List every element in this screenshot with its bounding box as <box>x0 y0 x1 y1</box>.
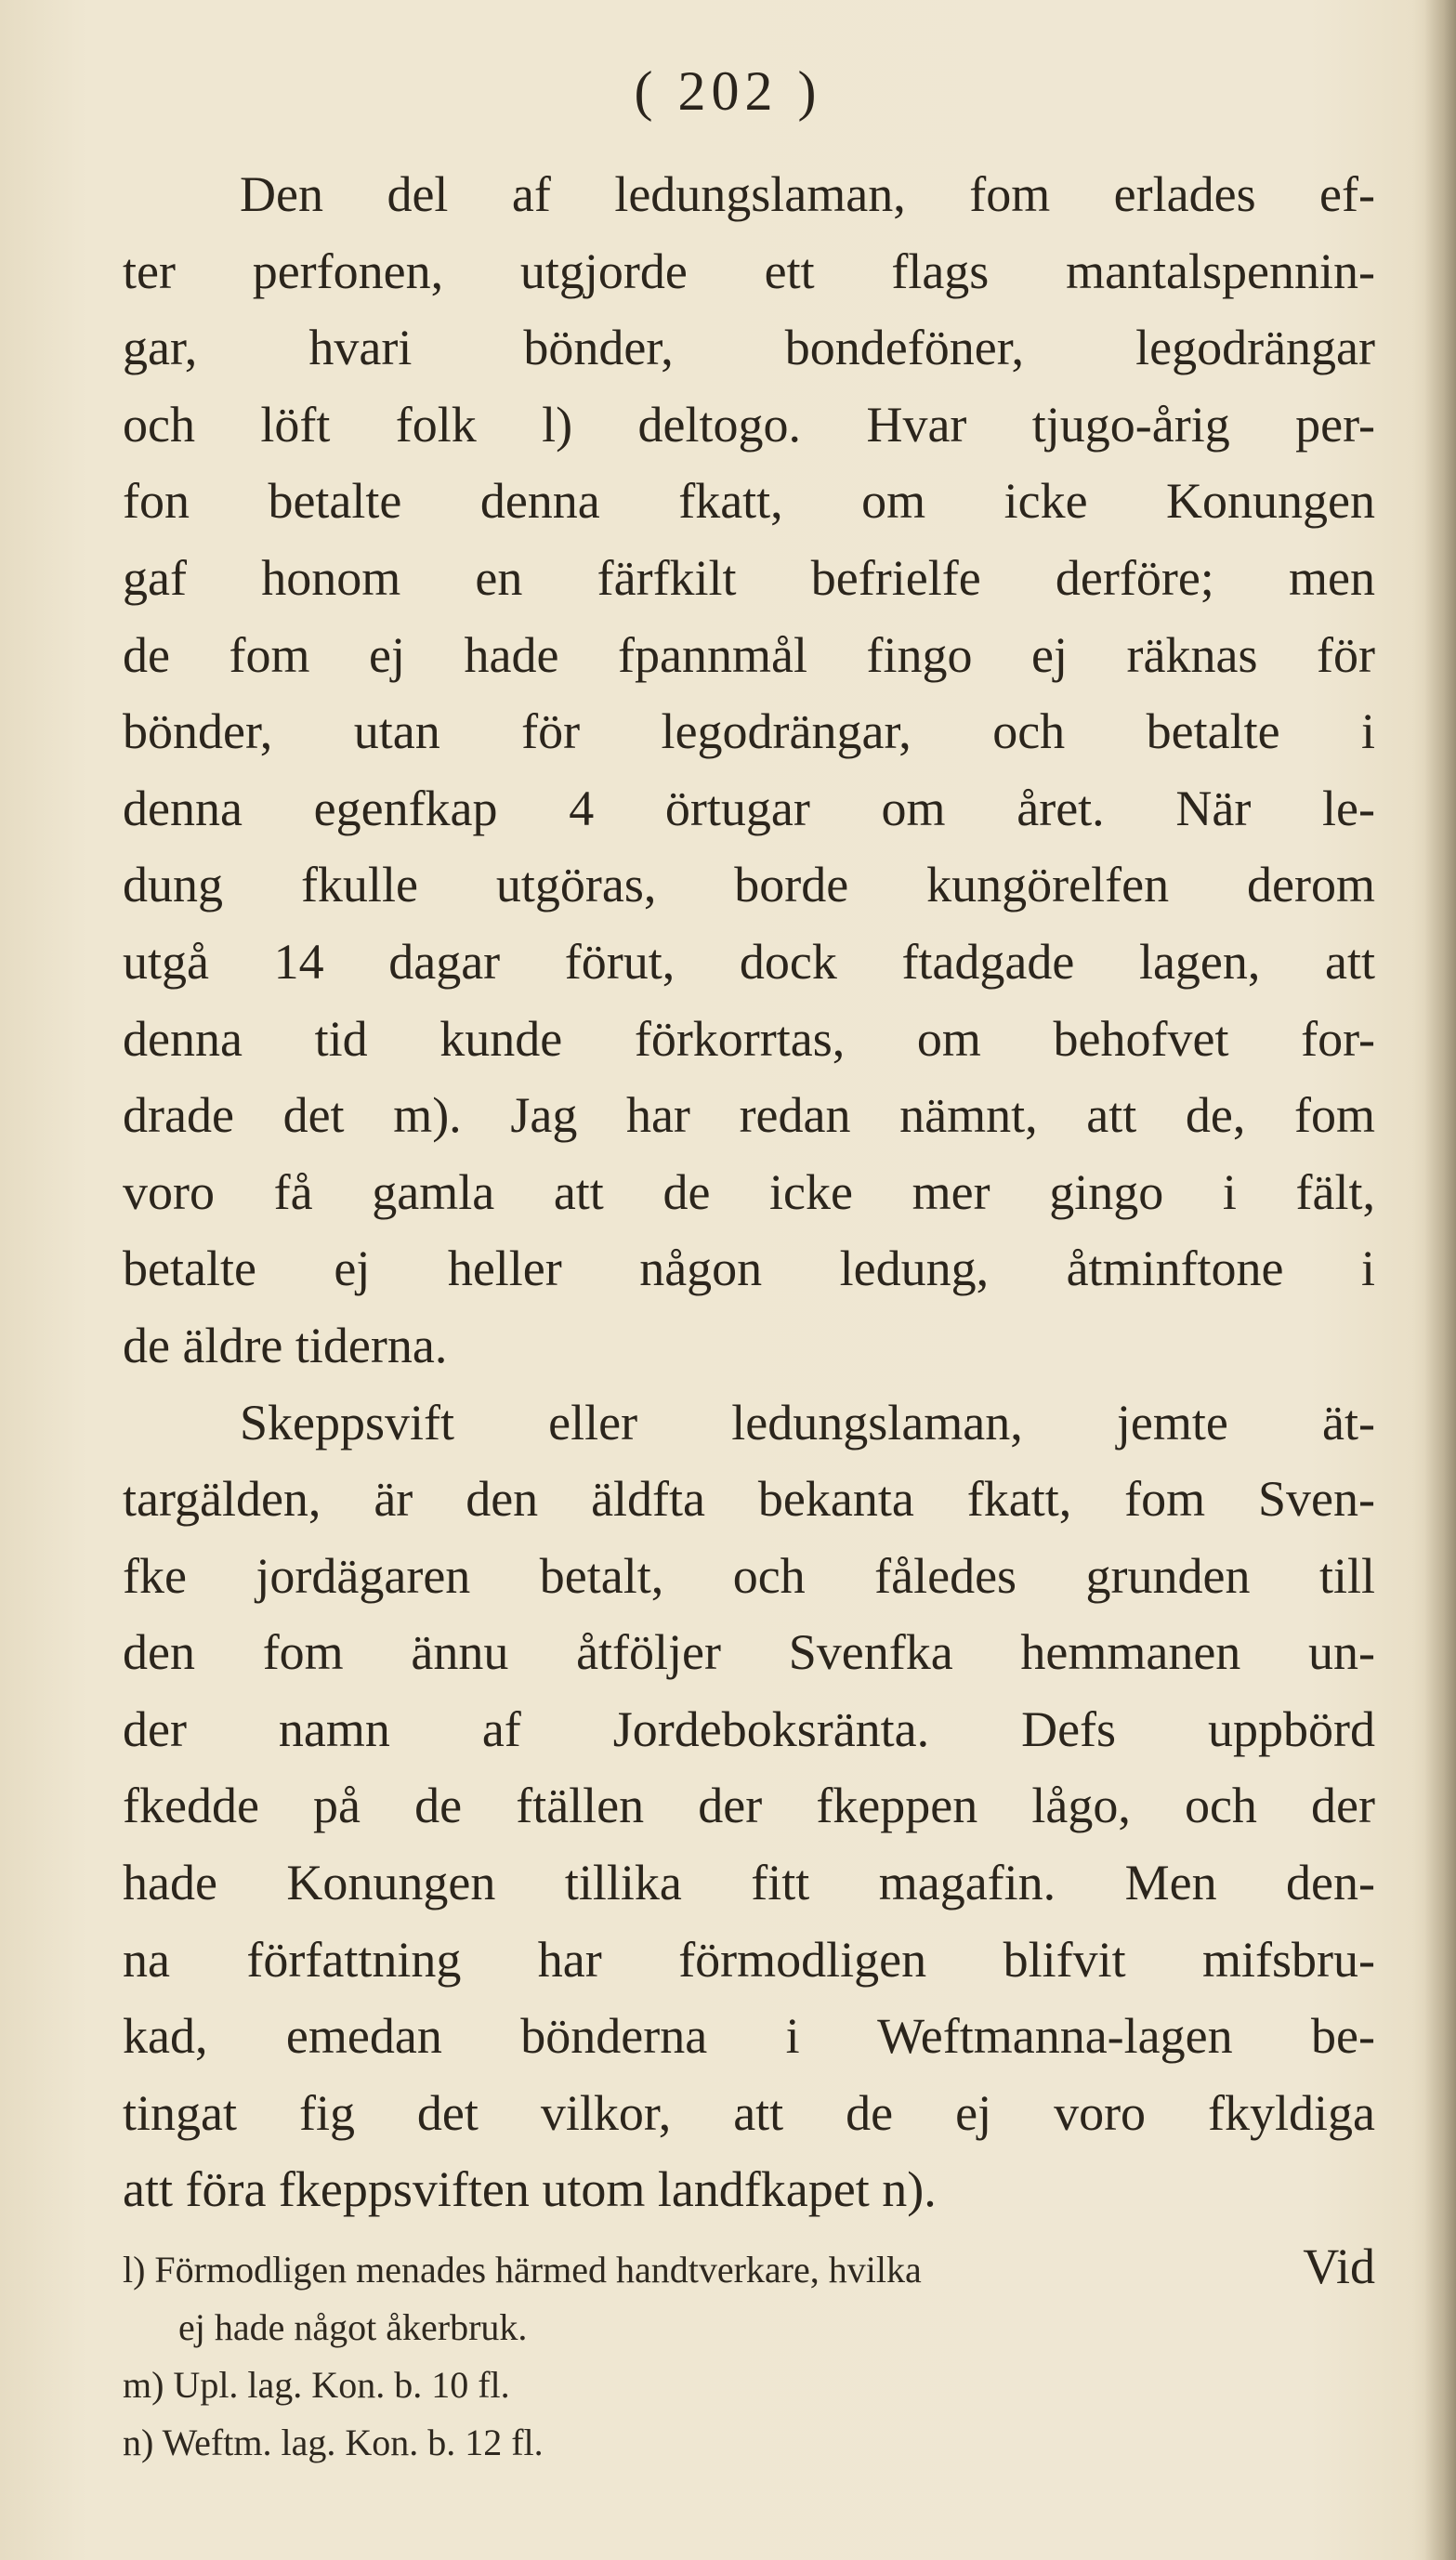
text-line: voro få gamla att de icke mer gingo i fält, <box>123 1163 1375 1220</box>
text-line: utgå 14 dagar förut, dock ftadgade lagen, att <box>123 933 1375 990</box>
text-line: bönder, utan för legodrängar, och betalte i <box>123 703 1375 760</box>
text-line: att föra fkeppsviften utom landfkapet n). <box>123 2161 937 2218</box>
text-line: targälden, är den äldfta bekanta fkatt, fom Sven- <box>123 1471 1375 1528</box>
text-line: betalte ej heller någon ledung, åtminftone i <box>123 1241 1375 1297</box>
text-line: fke jordägaren betalt, och fåledes grunden till <box>123 1547 1375 1604</box>
text-line: der namn af Jordeboksränta. Defs uppbörd <box>123 1700 1375 1757</box>
footnote-n: n) Weftm. lag. Kon. b. 12 fl. <box>123 2422 544 2463</box>
text-line: hade Konungen tillika fitt magafin. Men den- <box>123 1855 1375 1911</box>
text-line: gaf honom en färfkilt befrielfe derföre; men <box>123 549 1375 606</box>
text-line: den fom ännu åtföljer Svenfka hemmanen un- <box>123 1624 1375 1681</box>
text-line: Den del af ledungslaman, fom erlades ef- <box>240 166 1375 222</box>
text-line: dung fkulle utgöras, borde kungörelfen derom <box>123 857 1375 913</box>
text-line: na författning har förmodligen blifvit mifsbru- <box>123 1931 1375 1988</box>
page-edge-shadow <box>1424 0 1456 2560</box>
footnote-l: l) Förmodligen menades härmed handtverkare, hvilka <box>123 2249 922 2291</box>
text-line: de äldre tiderna. <box>123 1317 448 1373</box>
text-line: de fom ej hade fpannmål fingo ej räknas för <box>123 626 1375 683</box>
text-line: och löft folk l) deltogo. Hvar tjugo-årig per- <box>123 396 1375 453</box>
body-text <box>123 156 1375 2305</box>
footnote-l-continuation: ej hade något åkerbruk. <box>178 2306 528 2348</box>
text-line: Skeppsvift eller ledungslaman, jemte ät- <box>240 1394 1375 1451</box>
page-number: ( 202 ) <box>634 60 822 122</box>
text-line: fkedde på de ftällen der fkeppen lågo, och der <box>123 1778 1375 1834</box>
text-line: kad, emedan bönderna i Weftmanna-lagen be- <box>123 2008 1375 2065</box>
text-line: fon betalte denna fkatt, om icke Konungen <box>123 473 1375 530</box>
text-line: denna egenfkap 4 örtugar om året. När le- <box>123 780 1375 836</box>
text-line: denna tid kunde förkorrtas, om behofvet for- <box>123 1010 1375 1067</box>
footnotes <box>123 2241 1375 2472</box>
footnote-m: m) Upl. lag. Kon. b. 10 fl. <box>123 2364 510 2406</box>
text-line: tingat fig det vilkor, att de ej voro fkyldiga <box>123 2084 1375 2141</box>
text-line: gar, hvari bönder, bondeföner, legodrängar <box>123 320 1375 376</box>
text-line: ter perfonen, utgjorde ett flags mantalspennin- <box>123 243 1375 299</box>
catchword: Vid <box>1303 2238 1375 2295</box>
text-line: drade det m). Jag har redan nämnt, att de, fom <box>123 1087 1375 1144</box>
